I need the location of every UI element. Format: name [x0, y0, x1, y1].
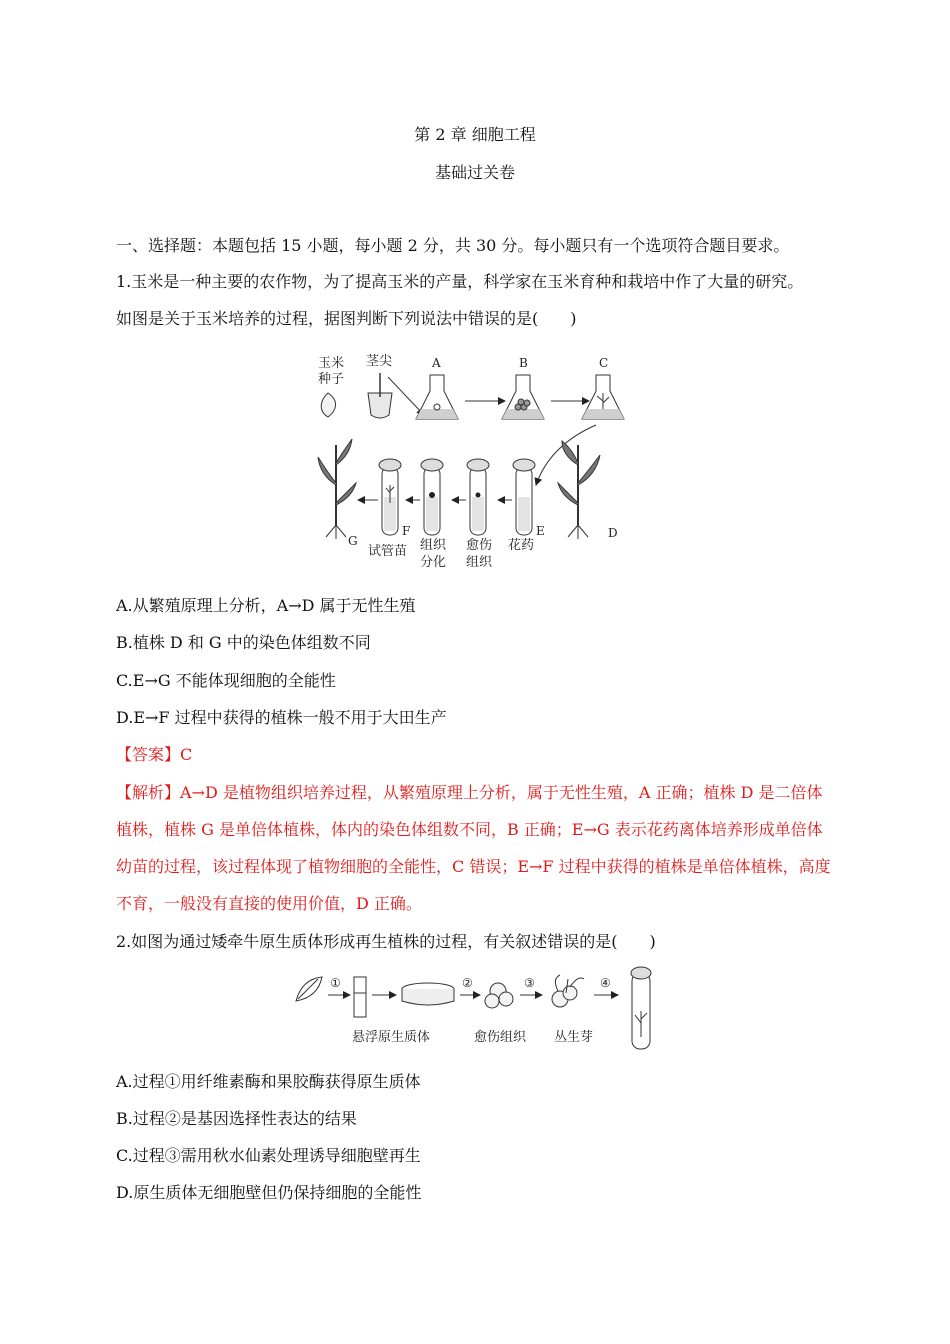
step1-label: ①: [330, 976, 341, 990]
label-e: E: [536, 524, 545, 538]
callus-shape: [485, 983, 513, 1008]
q1-analysis: 【解析】A→D 是植物组织培养过程，从繁殖原理上分析，属于无性生殖，A 正确；植株 D 是二倍体植株，植株 G 是单倍体植株，体内的染色体组数不同，B 正确；E→G 表示花药离体培养形成单倍体幼苗的过程，该过程体现了植物细胞的全能性，C 错误；E→F 过程中获得的植株是单倍体植株，高度不育，一般没有直接的使用价值，D 正确。: [116, 783, 831, 913]
step4-label: ④: [600, 976, 611, 990]
tube-f: [379, 459, 401, 535]
q2-option-a: A.过程①用纤维素酶和果胶酶获得原生质体: [116, 1072, 421, 1091]
label-anther: 花药: [508, 538, 535, 553]
plant-g: [318, 439, 356, 539]
label-diff-2: 分化: [420, 555, 447, 570]
step3-label: ③: [524, 976, 535, 990]
tube-callus: [467, 459, 489, 535]
seed-shape: [321, 393, 335, 417]
plant-d: [558, 441, 600, 539]
tube-e: [513, 459, 535, 535]
buds-shape: [552, 975, 584, 1007]
label-a: A: [432, 356, 441, 370]
q2-figure: [288, 965, 668, 1055]
q1-stem-line2: 如图是关于玉米培养的过程，据图判断下列说法中错误的是( ): [116, 309, 577, 328]
step2-label: ②: [462, 976, 473, 990]
label-buds: 丛生芽: [554, 1030, 594, 1045]
label-g: G: [348, 534, 358, 548]
protoplast-tube: [354, 977, 366, 1017]
label-seed-1: 玉米: [318, 356, 345, 371]
label-callus-1: 愈伤: [466, 538, 493, 553]
label-d: D: [608, 526, 618, 540]
q1-answer: 【答案】C: [116, 745, 193, 764]
q2-option-d: D.原生质体无细胞壁但仍保持细胞的全能性: [116, 1183, 422, 1202]
section-intro: 一、选择题：本题包括 15 小题，每小题 2 分，共 30 分。每小题只有一个选项符合题目要求。: [116, 236, 790, 255]
label-f: F: [402, 524, 411, 538]
q1-stem-line1: 1.玉米是一种主要的农作物，为了提高玉米的产量，科学家在玉米育种和栽培中作了大量的研究。: [116, 272, 804, 291]
paper-subtitle: 基础过关卷: [434, 163, 515, 182]
label-protoplast: 悬浮原生质体: [352, 1030, 431, 1045]
tube-differentiation: [421, 459, 443, 535]
label-seed-2: 种子: [318, 372, 345, 387]
label-c: C: [599, 356, 609, 370]
q1-figure: [300, 345, 640, 580]
label-callus-2: 组织: [466, 555, 493, 570]
regenerated-plant-tube: [631, 967, 651, 1049]
q1-option-b: B.植株 D 和 G 中的染色体组数不同: [116, 633, 371, 652]
q1-option-a: A.从繁殖原理上分析，A→D 属于无性生殖: [116, 596, 416, 615]
chapter-title: 第 2 章 细胞工程: [414, 125, 536, 144]
label-stem-tip: 茎尖: [366, 354, 393, 369]
q1-option-c: C.E→G 不能体现细胞的全能性: [116, 671, 336, 690]
label-plantlet: 试管苗: [368, 544, 408, 559]
q1-option-d: D.E→F 过程中获得的植株一般不用于大田生产: [116, 708, 447, 727]
label-diff-1: 组织: [420, 538, 447, 553]
q2-stem: 2.如图为通过矮牵牛原生质体形成再生植株的过程，有关叙述错误的是( ): [116, 932, 656, 951]
label-callus: 愈伤组织: [474, 1030, 527, 1045]
q2-option-c: C.过程③需用秋水仙素处理诱导细胞壁再生: [116, 1146, 421, 1165]
q2-option-b: B.过程②是基因选择性表达的结果: [116, 1109, 357, 1128]
label-b: B: [519, 356, 528, 370]
